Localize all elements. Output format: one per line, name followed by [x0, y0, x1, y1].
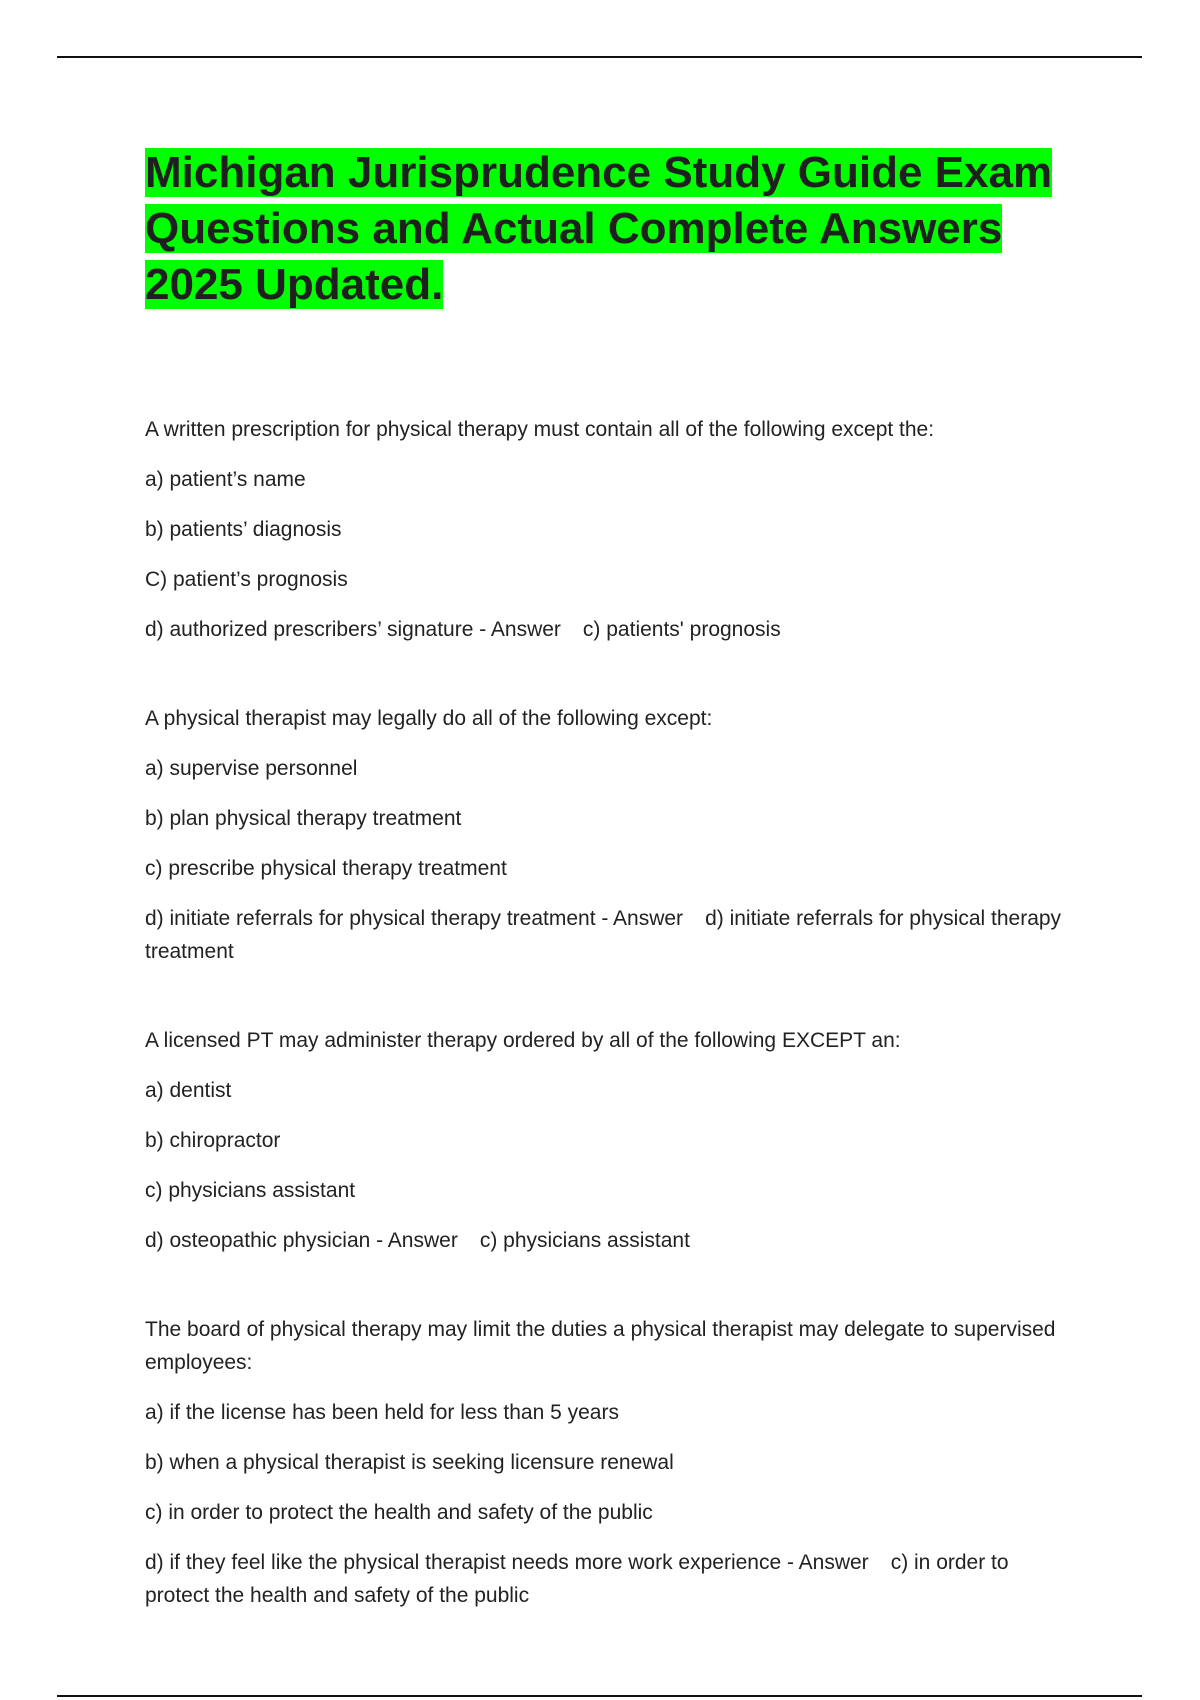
question-prompt: A physical therapist may legally do all of the following except: [145, 707, 713, 730]
question-block [145, 1024, 1075, 1257]
answer-option: a) dentist [145, 1079, 232, 1102]
question-block [145, 413, 1075, 646]
question-block [145, 702, 1075, 968]
answer-option-with-answer [145, 1546, 1075, 1612]
answer-option: c) in order to protect the health and safety of the public [145, 1501, 653, 1524]
last-option-text: d) if they feel like the physical therapist needs more work experience - Answer [145, 1551, 869, 1574]
answer-option-with-answer [145, 613, 1075, 646]
answer-option: b) chiropractor [145, 1129, 281, 1152]
answer-option: c) physicians assistant [145, 1179, 356, 1202]
answer-option-with-answer [145, 1224, 1075, 1257]
question-prompt: A written prescription for physical therapy must contain all of the following except the: [145, 418, 935, 441]
last-option-text: d) authorized prescribers’ signature - Answer [145, 618, 561, 641]
answer-option: C) patient’s prognosis [145, 568, 348, 591]
question-prompt: A licensed PT may administer therapy ordered by all of the following EXCEPT an: [145, 1029, 901, 1052]
document-title [145, 145, 1075, 313]
last-option-text: d) osteopathic physician - Answer [145, 1229, 458, 1252]
answer-option: b) when a physical therapist is seeking licensure renewal [145, 1451, 674, 1474]
answer-option: b) plan physical therapy treatment [145, 807, 462, 830]
correct-answer: c) patients' prognosis [582, 618, 781, 641]
answer-option: a) patient’s name [145, 468, 306, 491]
top-rule [57, 56, 1142, 58]
answer-option-with-answer [145, 902, 1075, 968]
answer-option: b) patients’ diagnosis [145, 518, 342, 541]
correct-answer: c) physicians assistant [479, 1229, 690, 1252]
answer-option: c) prescribe physical therapy treatment [145, 857, 507, 880]
title-highlight: Michigan Jurisprudence Study Guide Exam Questions and Actual Complete Answers 2025 Updated. [145, 148, 1053, 309]
last-option-text: d) initiate referrals for physical therapy treatment - Answer [145, 907, 684, 930]
question-prompt: The board of physical therapy may limit the duties a physical therapist may delegate to supervised employees: [145, 1318, 1056, 1374]
question-block [145, 1313, 1075, 1612]
bottom-rule [57, 1695, 1142, 1697]
answer-option: a) if the license has been held for less than 5 years [145, 1401, 619, 1424]
document-body [145, 145, 1075, 1629]
correct-answer: c) in order to protect the health and safety of the public [145, 1551, 1009, 1607]
answer-option: a) supervise personnel [145, 757, 358, 780]
correct-answer: d) initiate referrals for physical therapy treatment [145, 907, 1062, 963]
